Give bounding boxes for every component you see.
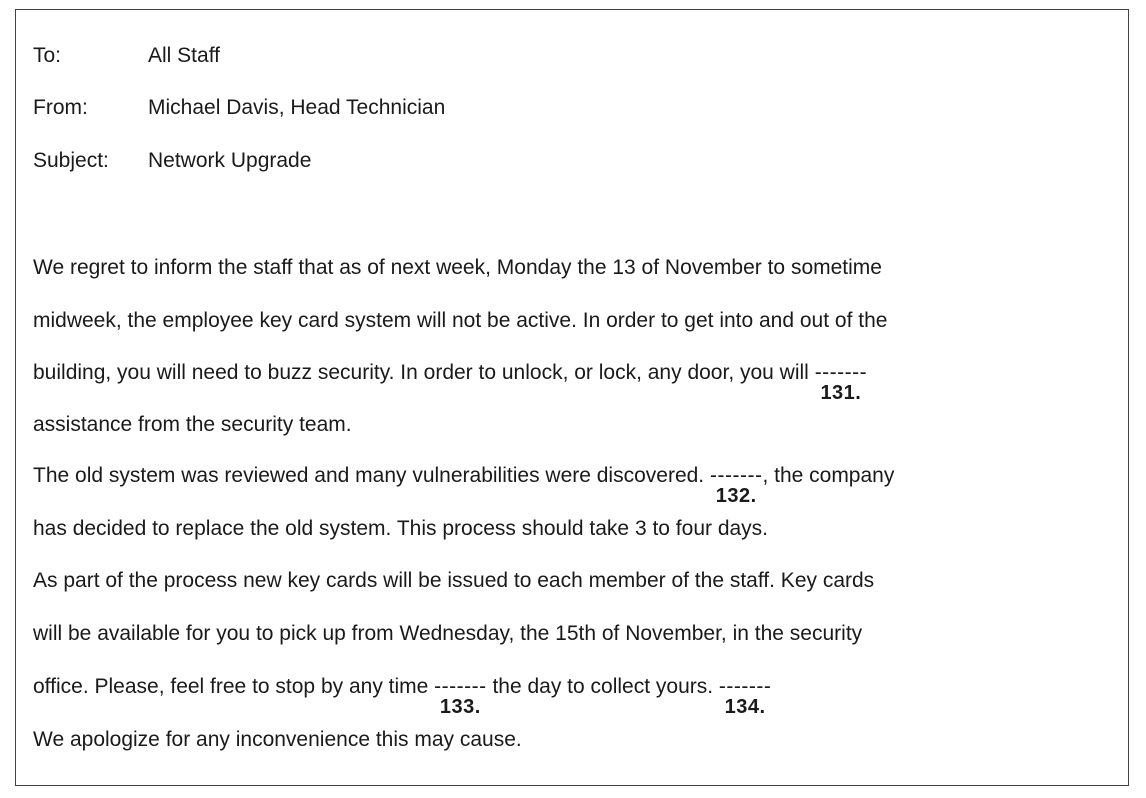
blank-131-dash: ------- — [814, 361, 868, 384]
question-number-134: 134. — [724, 696, 766, 718]
blank-133-dash: ------- — [434, 675, 487, 698]
body-line-3-text: building, you will need to buzz security. In order to unlock, or lock, any door, you will — [33, 361, 815, 384]
blank-132-dash: ------- — [709, 464, 763, 487]
body-line-6: has decided to replace the old system. This process should take 3 to four days. — [33, 517, 769, 540]
body-line-1: We regret to inform the staff that as of next week, Monday the 13 of November to sometime — [33, 256, 882, 279]
body-line-5-text: The old system was reviewed and many vulnerabilities were discovered. — [33, 464, 710, 487]
subject-label: Subject: — [33, 149, 109, 172]
from-value: Michael Davis, Head Technician — [148, 96, 446, 119]
subject-value: Network Upgrade — [148, 149, 312, 172]
blank-133 — [434, 674, 487, 718]
body-line-2: midweek, the employee key card system will not be active. In order to get into and out of the — [33, 309, 888, 332]
body-line-9 — [33, 674, 772, 718]
body-line-3 — [33, 360, 868, 404]
blank-134 — [718, 674, 772, 718]
blank-134-dash: ------- — [718, 675, 772, 698]
body-line-10: We apologize for any inconvenience this may cause. — [33, 728, 522, 751]
question-number-133: 133. — [439, 696, 481, 718]
body-line-5-tail: , the company — [762, 464, 895, 487]
subject-row — [33, 148, 311, 174]
blank-131 — [814, 360, 868, 404]
body-line-9-text: office. Please, feel free to stop by any time — [33, 675, 435, 698]
body-line-5 — [33, 463, 895, 507]
body-line-9-middle: the day to collect yours. — [486, 675, 719, 698]
body-line-4: assistance from the security team. — [33, 413, 352, 436]
to-row — [33, 43, 220, 69]
blank-132 — [709, 463, 763, 507]
memo-frame — [15, 9, 1129, 786]
to-label: To: — [33, 44, 62, 67]
from-label: From: — [33, 96, 88, 119]
question-number-131: 131. — [820, 382, 862, 404]
body-line-7: As part of the process new key cards will be issued to each member of the staff. Key cards — [33, 569, 875, 592]
to-value: All Staff — [148, 44, 220, 67]
body-line-8: will be available for you to pick up from Wednesday, the 15th of November, in the security — [33, 622, 863, 645]
from-row — [33, 95, 445, 121]
question-number-132: 132. — [715, 485, 757, 507]
